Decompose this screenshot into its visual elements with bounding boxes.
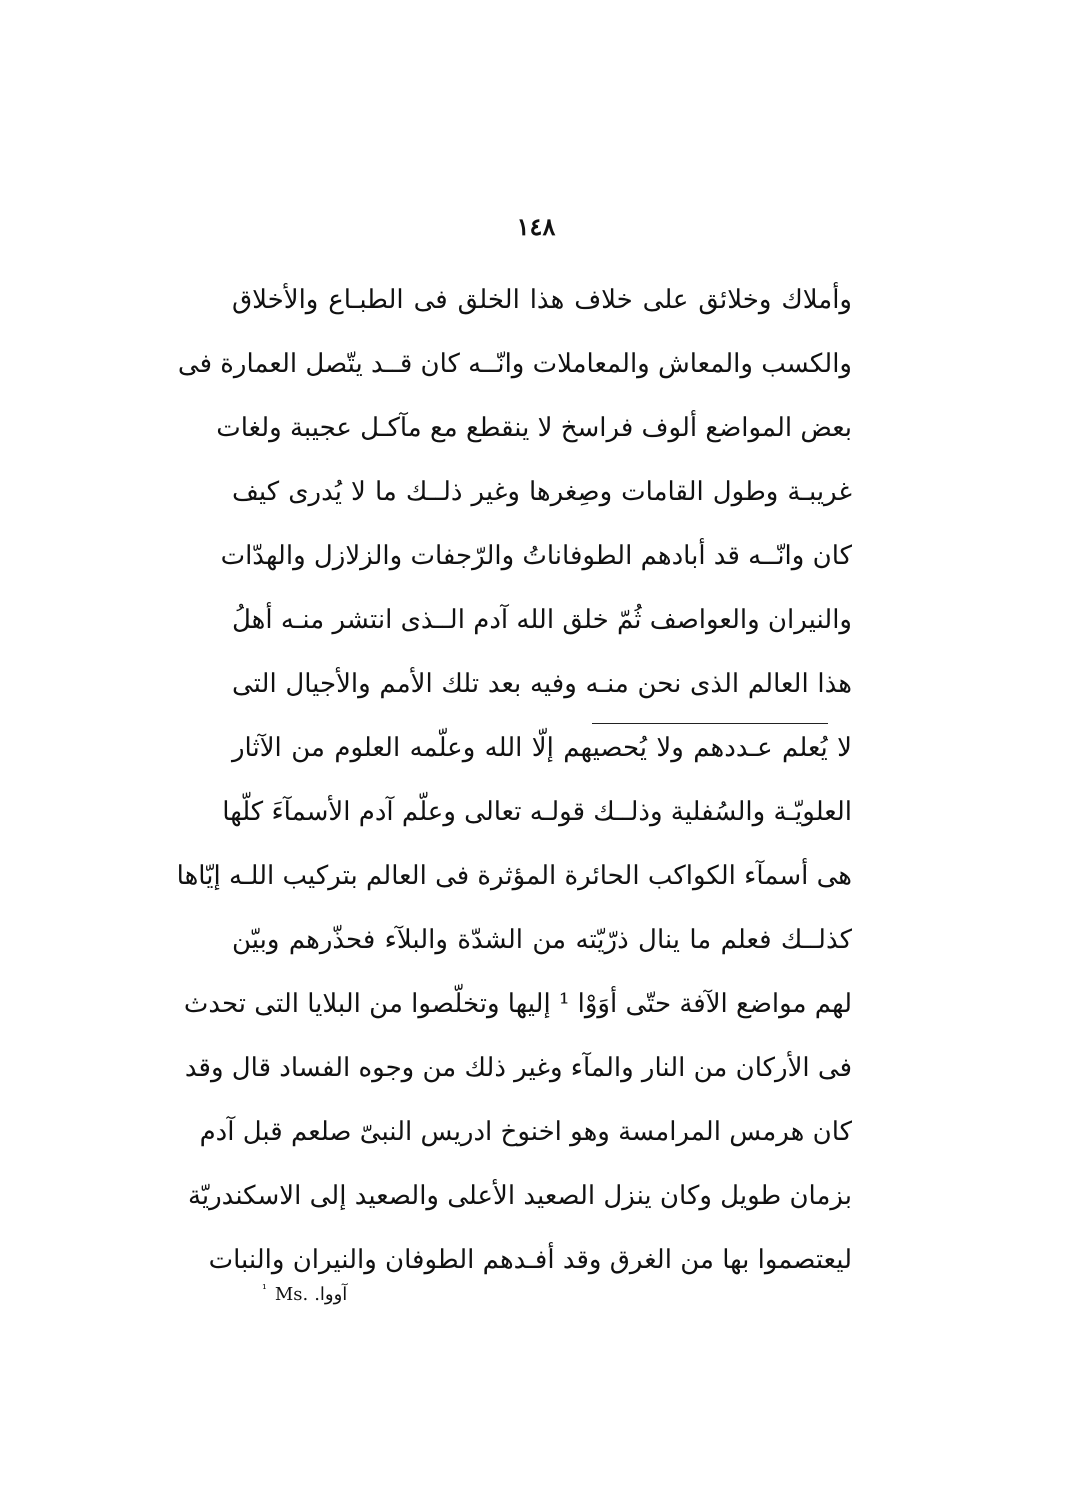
text-line-6: والنيران والعواصف ثُمّ خلق الله آدم الــذى انتشر منـه أهلُ bbox=[231, 605, 852, 635]
text-line-11: كذلــك فعلم ما ينال ذرّيّته من الشدّة والبلآء فحذّرهم وبيّن bbox=[232, 925, 852, 955]
text-line-1: وأملاك وخلائق على خلاف هذا الخلق فى الطبـاع والأخلاق bbox=[232, 285, 852, 315]
footnote bbox=[262, 1282, 347, 1305]
text-line-7: هذا العالم الذى نحن منـه وفيه بعد تلك الأمم والأجيال التى bbox=[232, 669, 852, 699]
text-line-3: بعض المواضع ألوف فراسخ لا ينقطع مع مآكـل عجيبة ولغات bbox=[216, 413, 852, 443]
body-text bbox=[176, 268, 852, 1292]
text-line-10: هى أسمآء الكواكب الحائرة المؤثرة فى العالم بتركيب اللـه إيّاها bbox=[176, 861, 852, 891]
footnote-mark: ¹ bbox=[262, 1282, 267, 1296]
text-line-2: والكسب والمعاش والمعاملات وانّــه كان قــد يتّصل العمارة فى bbox=[177, 349, 852, 379]
text-line-13: فى الأركان من النار والمآء وغير ذلك من وجوه الفساد قال وقد bbox=[184, 1053, 852, 1083]
page-number: ١٤٨ bbox=[516, 212, 556, 241]
text-line-8: لا يُعلم عـددهم ولا يُحصيهم إلّا الله وعلّمه العلوم من الآثار bbox=[232, 733, 852, 763]
footnote-arabic: آووا. bbox=[314, 1284, 348, 1305]
text-line-5: كان وانّــه قد أبادهم الطوفاناتُ والرّجفات والزلازل والهدّات bbox=[220, 541, 852, 571]
text-line-12: لهم مواضع الآفة حتّى أوَوْا ¹ إليها وتخلّصوا من البلايا التى تحدث bbox=[183, 989, 852, 1019]
text-line-14: كان هرمس المرامسة وهو اخنوخ ادريس النبىّ صلعم قبل آدم bbox=[199, 1117, 852, 1147]
footnote-label: Ms. bbox=[274, 1284, 309, 1305]
text-line-15: بزمان طويل وكان ينزل الصعيد الأعلى والصعيد إلى الاسكندريّة bbox=[187, 1181, 852, 1211]
text-line-4: غريبـة وطول القامات وصِغرها وغير ذلــك ما لا يُدرى كيف bbox=[232, 477, 852, 507]
text-line-9: العلويّـة والسُفلية وذلــك قولـه تعالى وعلّم آدم الأسمآءَ كلّها bbox=[222, 797, 852, 827]
text-line-16: ليعتصموا بها من الغرق وقد أفـدهم الطوفان والنيران والنبات bbox=[208, 1245, 852, 1275]
underline-rule bbox=[592, 723, 828, 724]
